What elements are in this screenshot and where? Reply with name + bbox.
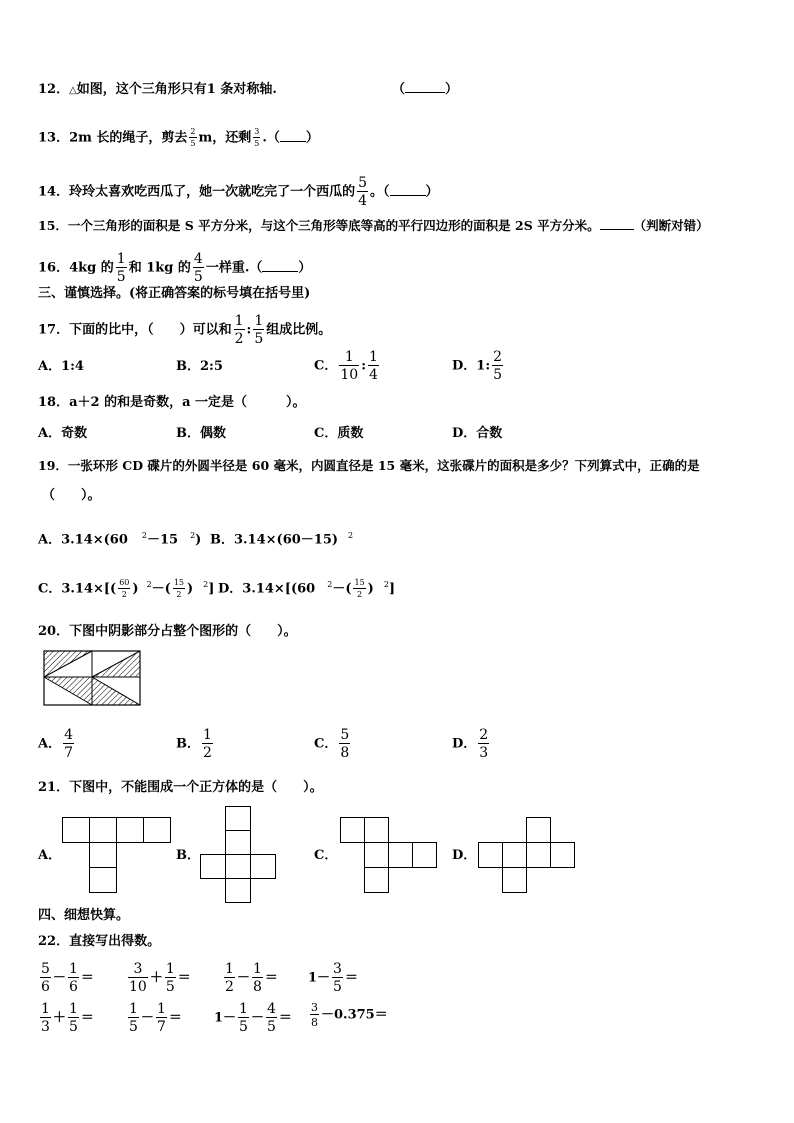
cube-net-b xyxy=(200,806,276,906)
question-number: 13． xyxy=(38,130,70,146)
question-18 xyxy=(38,393,306,413)
option-a[interactable]: A．1:4 xyxy=(38,359,84,374)
calc-expression: 1－ $\frac{1}{5}$ － $\frac{4}{5}$ ＝ xyxy=(214,1001,292,1035)
option-c[interactable]: C．质数 xyxy=(314,426,364,441)
question-22 xyxy=(38,932,160,952)
question-number: 19． xyxy=(38,458,68,473)
cube-net-a xyxy=(62,817,172,893)
option-b[interactable]: B． $\frac{1}{2}$ xyxy=(176,727,212,761)
option-a[interactable]: A．奇数 xyxy=(38,426,88,441)
question-number: 21． xyxy=(38,780,70,795)
option-a[interactable]: A． xyxy=(38,848,62,863)
answer-blank[interactable] xyxy=(280,141,306,142)
answer-blank[interactable] xyxy=(262,271,298,272)
answer-blank[interactable] xyxy=(390,195,426,196)
option-b[interactable]: B．2:5 xyxy=(176,359,223,374)
question-12 xyxy=(38,80,277,101)
option-c[interactable]: C． $\frac{1}{10}$ : $\frac{1}{4}$ xyxy=(314,349,378,383)
fraction: $\frac{2}{5}$ xyxy=(190,127,196,148)
question-13: 13．2m 长的绳子，剪去 $\frac{2}{5}$ m，还剩 $\frac{3}{5}$ .（ ） xyxy=(38,127,319,148)
question-number: 15． xyxy=(38,218,68,233)
question-text: 下图中阴影部分占整个图形的（ ）。 xyxy=(69,624,297,639)
answer-blank[interactable] xyxy=(405,92,445,93)
option-c[interactable]: C． $\frac{5}{8}$ xyxy=(314,727,350,761)
section-heading: 四、细想快算。 xyxy=(38,908,130,923)
question-number: 18． xyxy=(38,395,70,410)
calc-expression: $\frac{3}{10}$ ＋ $\frac{1}{5}$ ＝ xyxy=(129,961,191,995)
option-d[interactable]: D． xyxy=(452,848,477,863)
calc-expression: $\frac{1}{5}$ － $\frac{1}{7}$ ＝ xyxy=(129,1001,182,1035)
question-number: 16． xyxy=(38,260,70,276)
question-16: 16．4kg 的 $\frac{1}{5}$ 和 1kg 的 $\frac{4}{5}$ 一样重.（ ） xyxy=(38,251,312,285)
question-text: 2m 长的绳子，剪去 xyxy=(69,130,188,146)
option-b[interactable]: B． xyxy=(176,848,200,863)
fraction: $\frac{1}{5}$ xyxy=(116,251,126,285)
option-b[interactable]: B．3.14×(60－15) $^2$ xyxy=(210,531,354,548)
question-text: 玲玲太喜欢吃西瓜了，她一次就吃完了一个西瓜的 xyxy=(69,184,356,200)
option-c[interactable]: C． xyxy=(314,848,338,863)
option-d[interactable]: D．合数 xyxy=(452,426,503,441)
calc-expression: $\frac{3}{8}$ －0.375＝ xyxy=(311,1001,388,1029)
option-a[interactable]: A．3.14×(60 $^2$－15 $^2$) xyxy=(38,531,202,548)
question-text: a＋2 的和是奇数，a 一定是（ ）。 xyxy=(69,395,306,410)
question-21 xyxy=(38,778,323,798)
question-text: 直接写出得数。 xyxy=(69,934,161,949)
fraction: $\frac{1}{5}$ xyxy=(254,313,264,347)
question-15: 15．一个三角形的面积是 S 平方分米，与这个三角形等底等高的平行四边形的面积是 2S 平方分米。 （判断对错） xyxy=(38,218,709,233)
fraction: $\frac{1}{2}$ xyxy=(234,313,244,347)
question-number: 12． xyxy=(38,82,70,97)
question-text: 如图，这个三角形只有1 条对称轴. xyxy=(76,82,277,97)
option-c[interactable]: C．3.14×[( $\frac{60}{2}$ ) $^2$－( $\frac{15}{2}$ ) $^2$] xyxy=(38,577,215,599)
shaded-rectangle-figure xyxy=(43,650,141,706)
question-14: 14．玲玲太喜欢吃西瓜了，她一次就吃完了一个西瓜的 $\frac{5}{4}$ 。（ ） xyxy=(38,175,439,209)
option-d[interactable]: D．1: $\frac{2}{5}$ xyxy=(452,349,503,383)
fraction: $\frac{3}{5}$ xyxy=(254,127,260,148)
fraction: $\frac{5}{4}$ xyxy=(358,175,368,209)
question-19-paren: （ ）。 xyxy=(42,488,101,503)
option-d[interactable]: D．3.14×[(60 $^2$－( $\frac{15}{2}$ ) $^2$] xyxy=(218,577,396,599)
question-text: 下图中，不能围成一个正方体的是（ ）。 xyxy=(69,780,323,795)
calc-expression: 1－ $\frac{3}{5}$ ＝ xyxy=(308,961,358,995)
question-text: 一张环形 CD 碟片的外圆半径是 60 毫米，内圆直径是 15 毫米，这张碟片的面积是多少？下列算式中，正确的是 xyxy=(67,458,700,473)
question-number: 20． xyxy=(38,624,70,639)
calc-expression: $\frac{5}{6}$ － $\frac{1}{6}$ ＝ xyxy=(41,961,94,995)
question-20 xyxy=(38,622,297,642)
option-b[interactable]: B．偶数 xyxy=(176,426,226,441)
question-number: 17． xyxy=(38,322,70,338)
cube-net-d xyxy=(478,817,578,895)
answer-paren: （ ） xyxy=(392,82,459,97)
calc-expression: $\frac{1}{3}$ ＋ $\frac{1}{5}$ ＝ xyxy=(41,1001,94,1035)
fraction: $\frac{4}{5}$ xyxy=(193,251,203,285)
question-number: 14． xyxy=(38,184,70,200)
question-19 xyxy=(38,456,700,476)
option-d[interactable]: D． $\frac{2}{3}$ xyxy=(452,727,489,761)
question-17: 17．下面的比中，（ ）可以和 $\frac{1}{2}$ : $\frac{1}{5}$ 组成比例。 xyxy=(38,313,332,347)
question-number: 22． xyxy=(38,934,70,949)
answer-blank[interactable] xyxy=(600,229,634,230)
section-heading: 三、谨慎选择。(将正确答案的标号填在括号里) xyxy=(38,286,311,301)
calc-expression: $\frac{1}{2}$ － $\frac{1}{8}$ ＝ xyxy=(225,961,278,995)
question-text: 一个三角形的面积是 S 平方分米，与这个三角形等底等高的平行四边形的面积是 2S 平方分米。 xyxy=(67,218,600,233)
cube-net-c xyxy=(340,817,440,895)
option-a[interactable]: A． $\frac{4}{7}$ xyxy=(38,727,74,761)
triangle-icon: △ xyxy=(69,85,77,96)
